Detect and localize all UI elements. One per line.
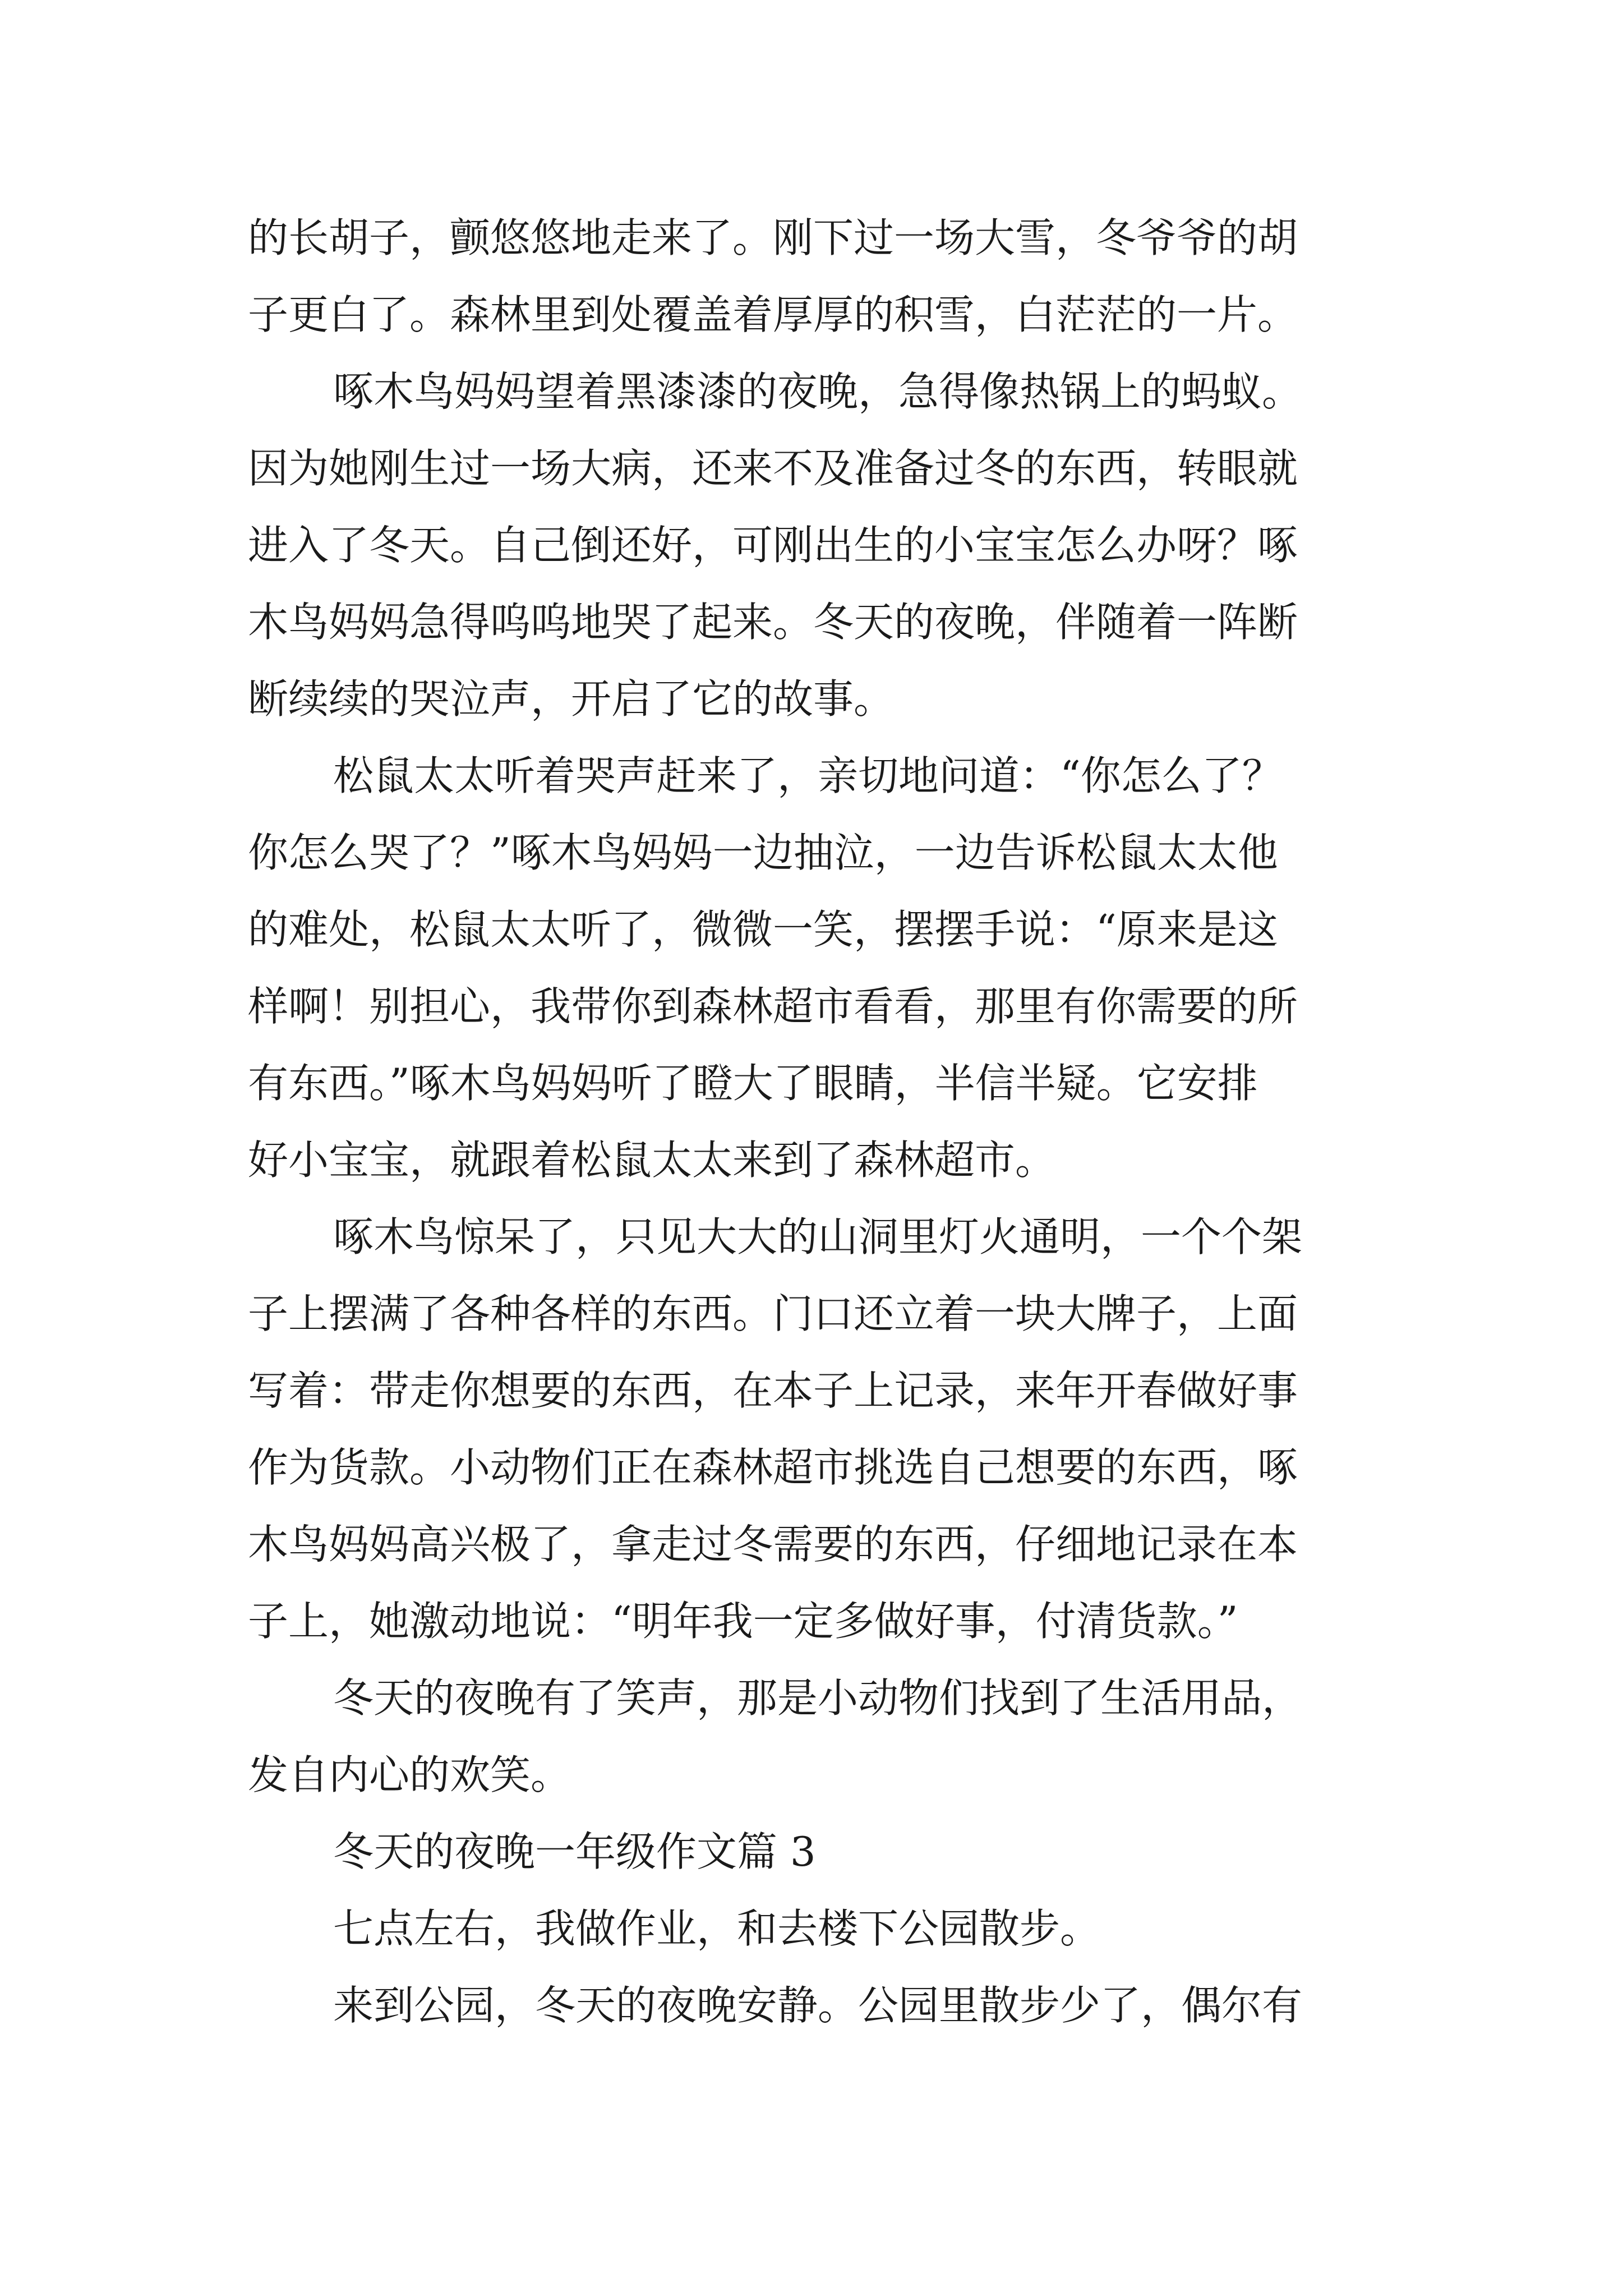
paragraph-3-line-2: 你怎么哭了？”啄木鸟妈妈一边抽泣，一边告诉松鼠太太他 <box>248 829 1278 876</box>
paragraph-1-line-2: 子更白了。森林里到处覆盖着厚厚的积雪，白茫茫的一片。 <box>248 291 1298 338</box>
paragraph-3-line-1: 松鼠太太听着哭声赶来了，亲切地问道：“你怎么了？ <box>333 752 1283 799</box>
paragraph-4-line-3: 写着：带走你想要的东西，在本子上记录，来年开春做好事 <box>248 1367 1298 1414</box>
paragraph-2-line-1: 啄木鸟妈妈望着黑漆漆的夜晚，急得像热锅上的蚂蚁。 <box>333 368 1303 415</box>
paragraph-7-line-1: 来到公园，冬天的夜晚安静。公园里散步少了，偶尔有 <box>333 1982 1303 2029</box>
paragraph-2-line-5: 断续续的哭泣声，开启了它的故事。 <box>248 675 895 723</box>
paragraph-4-line-2: 子上摆满了各种各样的东西。门口还立着一块大牌子，上面 <box>248 1290 1298 1337</box>
paragraph-2-line-2: 因为她刚生过一场大病，还来不及准备过冬的东西，转眼就 <box>248 445 1298 492</box>
paragraph-6-line-1: 七点左右，我做作业，和去楼下公园散步。 <box>333 1905 1101 1952</box>
paragraph-2-line-4: 木鸟妈妈急得呜呜地哭了起来。冬天的夜晚，伴随着一阵断 <box>248 599 1298 646</box>
paragraph-3-line-3: 的难处，松鼠太太听了，微微一笑，摆摆手说：“原来是这 <box>248 906 1278 953</box>
paragraph-5-line-1: 冬天的夜晚有了笑声，那是小动物们找到了生活用品， <box>333 1674 1303 1722</box>
paragraph-4-line-6: 子上，她激动地说：“明年我一定多做好事，付清货款。” <box>248 1598 1238 1645</box>
paragraph-4-line-5: 木鸟妈妈高兴极了，拿走过冬需要的东西，仔细地记录在本 <box>248 1521 1298 1568</box>
paragraph-3-line-4: 样啊！别担心，我带你到森林超市看看，那里有你需要的所 <box>248 983 1298 1030</box>
paragraph-4-line-4: 作为货款。小动物们正在森林超市挑选自己想要的东西，啄 <box>248 1444 1298 1491</box>
paragraph-4-line-1: 啄木鸟惊呆了，只见大大的山洞里灯火通明，一个个架 <box>333 1213 1303 1260</box>
paragraph-3-line-6: 好小宝宝，就跟着松鼠太太来到了森林超市。 <box>248 1137 1056 1184</box>
paragraph-5-line-2: 发自内心的欢笑。 <box>248 1751 571 1798</box>
section-heading: 冬天的夜晚一年级作文篇 3 <box>333 1828 816 1875</box>
document-body <box>248 200 1398 2044</box>
paragraph-3-line-5: 有东西。”啄木鸟妈妈听了瞪大了眼睛，半信半疑。它安排 <box>248 1060 1258 1107</box>
paragraph-2-line-3: 进入了冬天。自己倒还好，可刚出生的小宝宝怎么办呀？啄 <box>248 522 1298 569</box>
paragraph-1-line-1: 的长胡子，颤悠悠地走来了。刚下过一场大雪，冬爷爷的胡 <box>248 214 1298 261</box>
